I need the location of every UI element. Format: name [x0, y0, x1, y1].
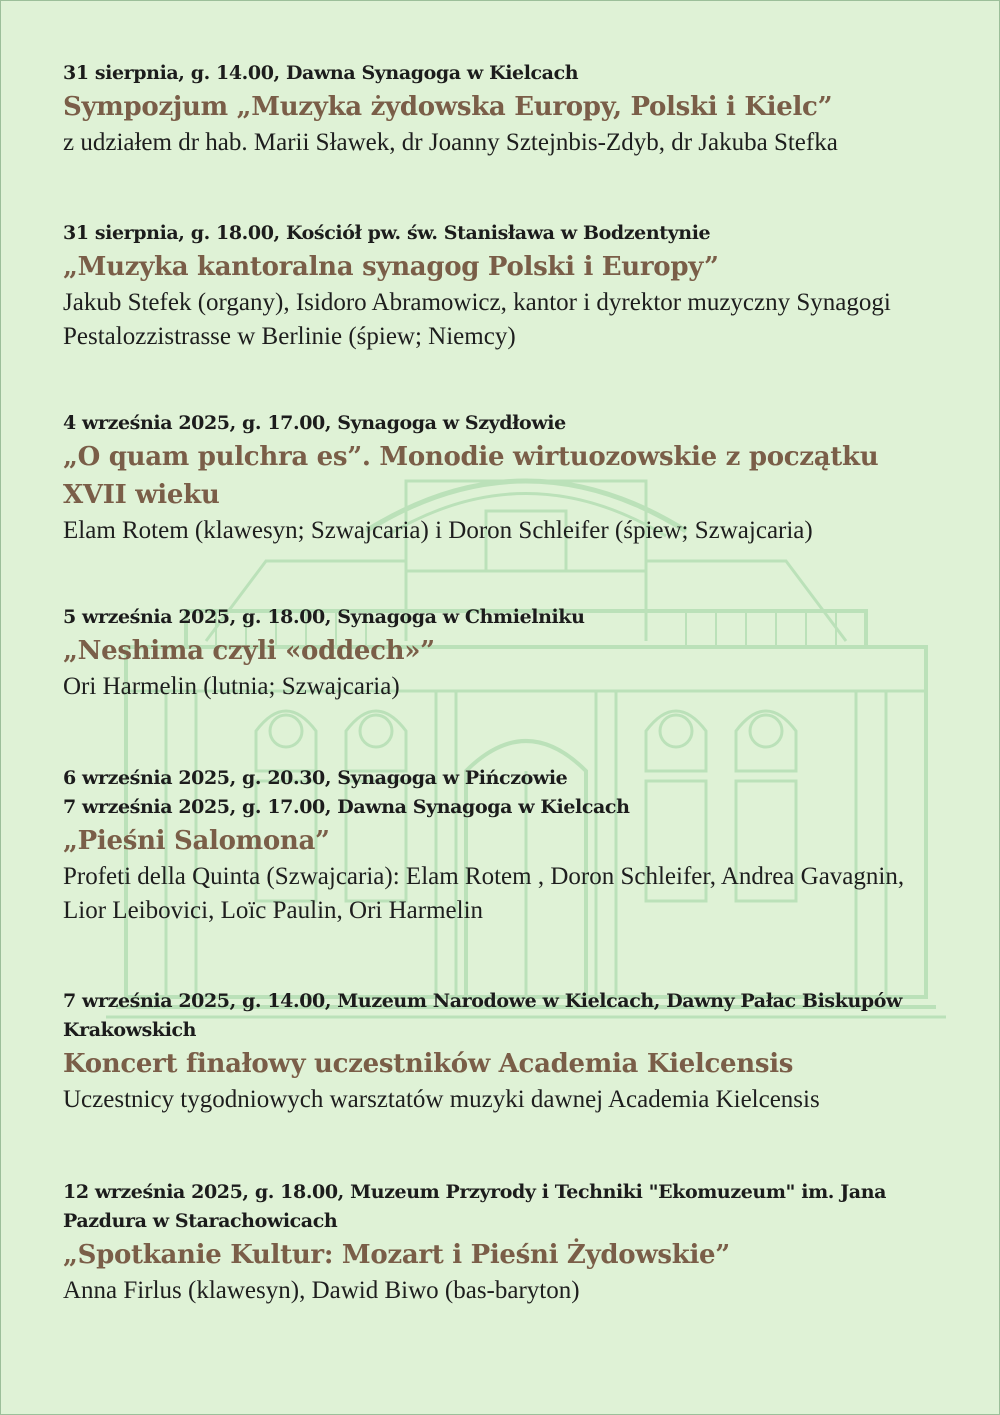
event-date-venue: 12 września 2025, g. 18.00, Muzeum Przyrody i Techniki "Ekomuzeum" im. Jana Pazdura w Starachowicach	[63, 1181, 887, 1232]
event-title: „Pieśni Salomona”	[63, 826, 330, 856]
event-title: „Neshima czyli «oddech»”	[63, 636, 435, 666]
event-item	[63, 59, 943, 160]
event-performers: Anna Firlus (klawesyn), Dawid Biwo (bas-baryton)	[63, 1277, 580, 1304]
event-date-venue: 31 sierpnia, g. 14.00, Dawna Synagoga w Kielcach	[63, 62, 579, 84]
event-item	[63, 987, 943, 1117]
event-performers: Uczestnicy tygodniowych warsztatów muzyki dawnej Academia Kielcensis	[63, 1086, 820, 1113]
event-title: „O quam pulchra es”. Monodie wirtuozowskie z początku XVII wieku	[63, 442, 879, 510]
event-title: Koncert finałowy uczestników Academia Kielcensis	[63, 1049, 794, 1079]
event-date-venue: 4 września 2025, g. 17.00, Synagoga w Szydłowie	[63, 412, 566, 434]
event-item	[63, 409, 943, 548]
event-performers: Ori Harmelin (lutnia; Szwajcaria)	[63, 673, 400, 700]
event-performers: Profeti della Quinta (Szwajcaria): Elam Rotem , Doron Schleifer, Andrea Gavagnin, Lior Leibovici, Loïc Paulin, Ori Harmelin	[63, 863, 905, 924]
event-item	[63, 764, 943, 928]
event-performers: z udziałem dr hab. Marii Sławek, dr Joanny Sztejnbis-Zdyb, dr Jakuba Stefka	[63, 129, 838, 156]
event-item	[63, 603, 943, 704]
event-item	[63, 1178, 943, 1308]
event-performers: Jakub Stefek (organy), Isidoro Abramowicz, kantor i dyrektor muzyczny Synagogi Pestalozzistrasse w Berlinie (śpiew; Niemcy)	[63, 289, 891, 350]
event-date-venue: 7 września 2025, g. 17.00, Dawna Synagoga w Kielcach	[63, 796, 630, 818]
event-date-venue: 6 września 2025, g. 20.30, Synagoga w Pińczowie	[63, 767, 568, 789]
event-date-venue: 7 września 2025, g. 14.00, Muzeum Narodowe w Kielcach, Dawny Pałac Biskupów Krakowskich	[63, 990, 902, 1041]
event-title: „Spotkanie Kultur: Mozart i Pieśni Żydowskie”	[63, 1240, 730, 1270]
event-title: „Muzyka kantoralna synagog Polski i Europy”	[63, 252, 719, 282]
event-date-venue: 5 września 2025, g. 18.00, Synagoga w Chmielniku	[63, 606, 585, 628]
event-performers: Elam Rotem (klawesyn; Szwajcaria) i Doron Schleifer (śpiew; Szwajcaria)	[63, 517, 813, 544]
event-title: Sympozjum „Muzyka żydowska Europy, Polski i Kielc”	[63, 92, 833, 122]
event-date-venue: 31 sierpnia, g. 18.00, Kościół pw. św. Stanisława w Bodzentynie	[63, 222, 711, 244]
event-item	[63, 219, 943, 354]
